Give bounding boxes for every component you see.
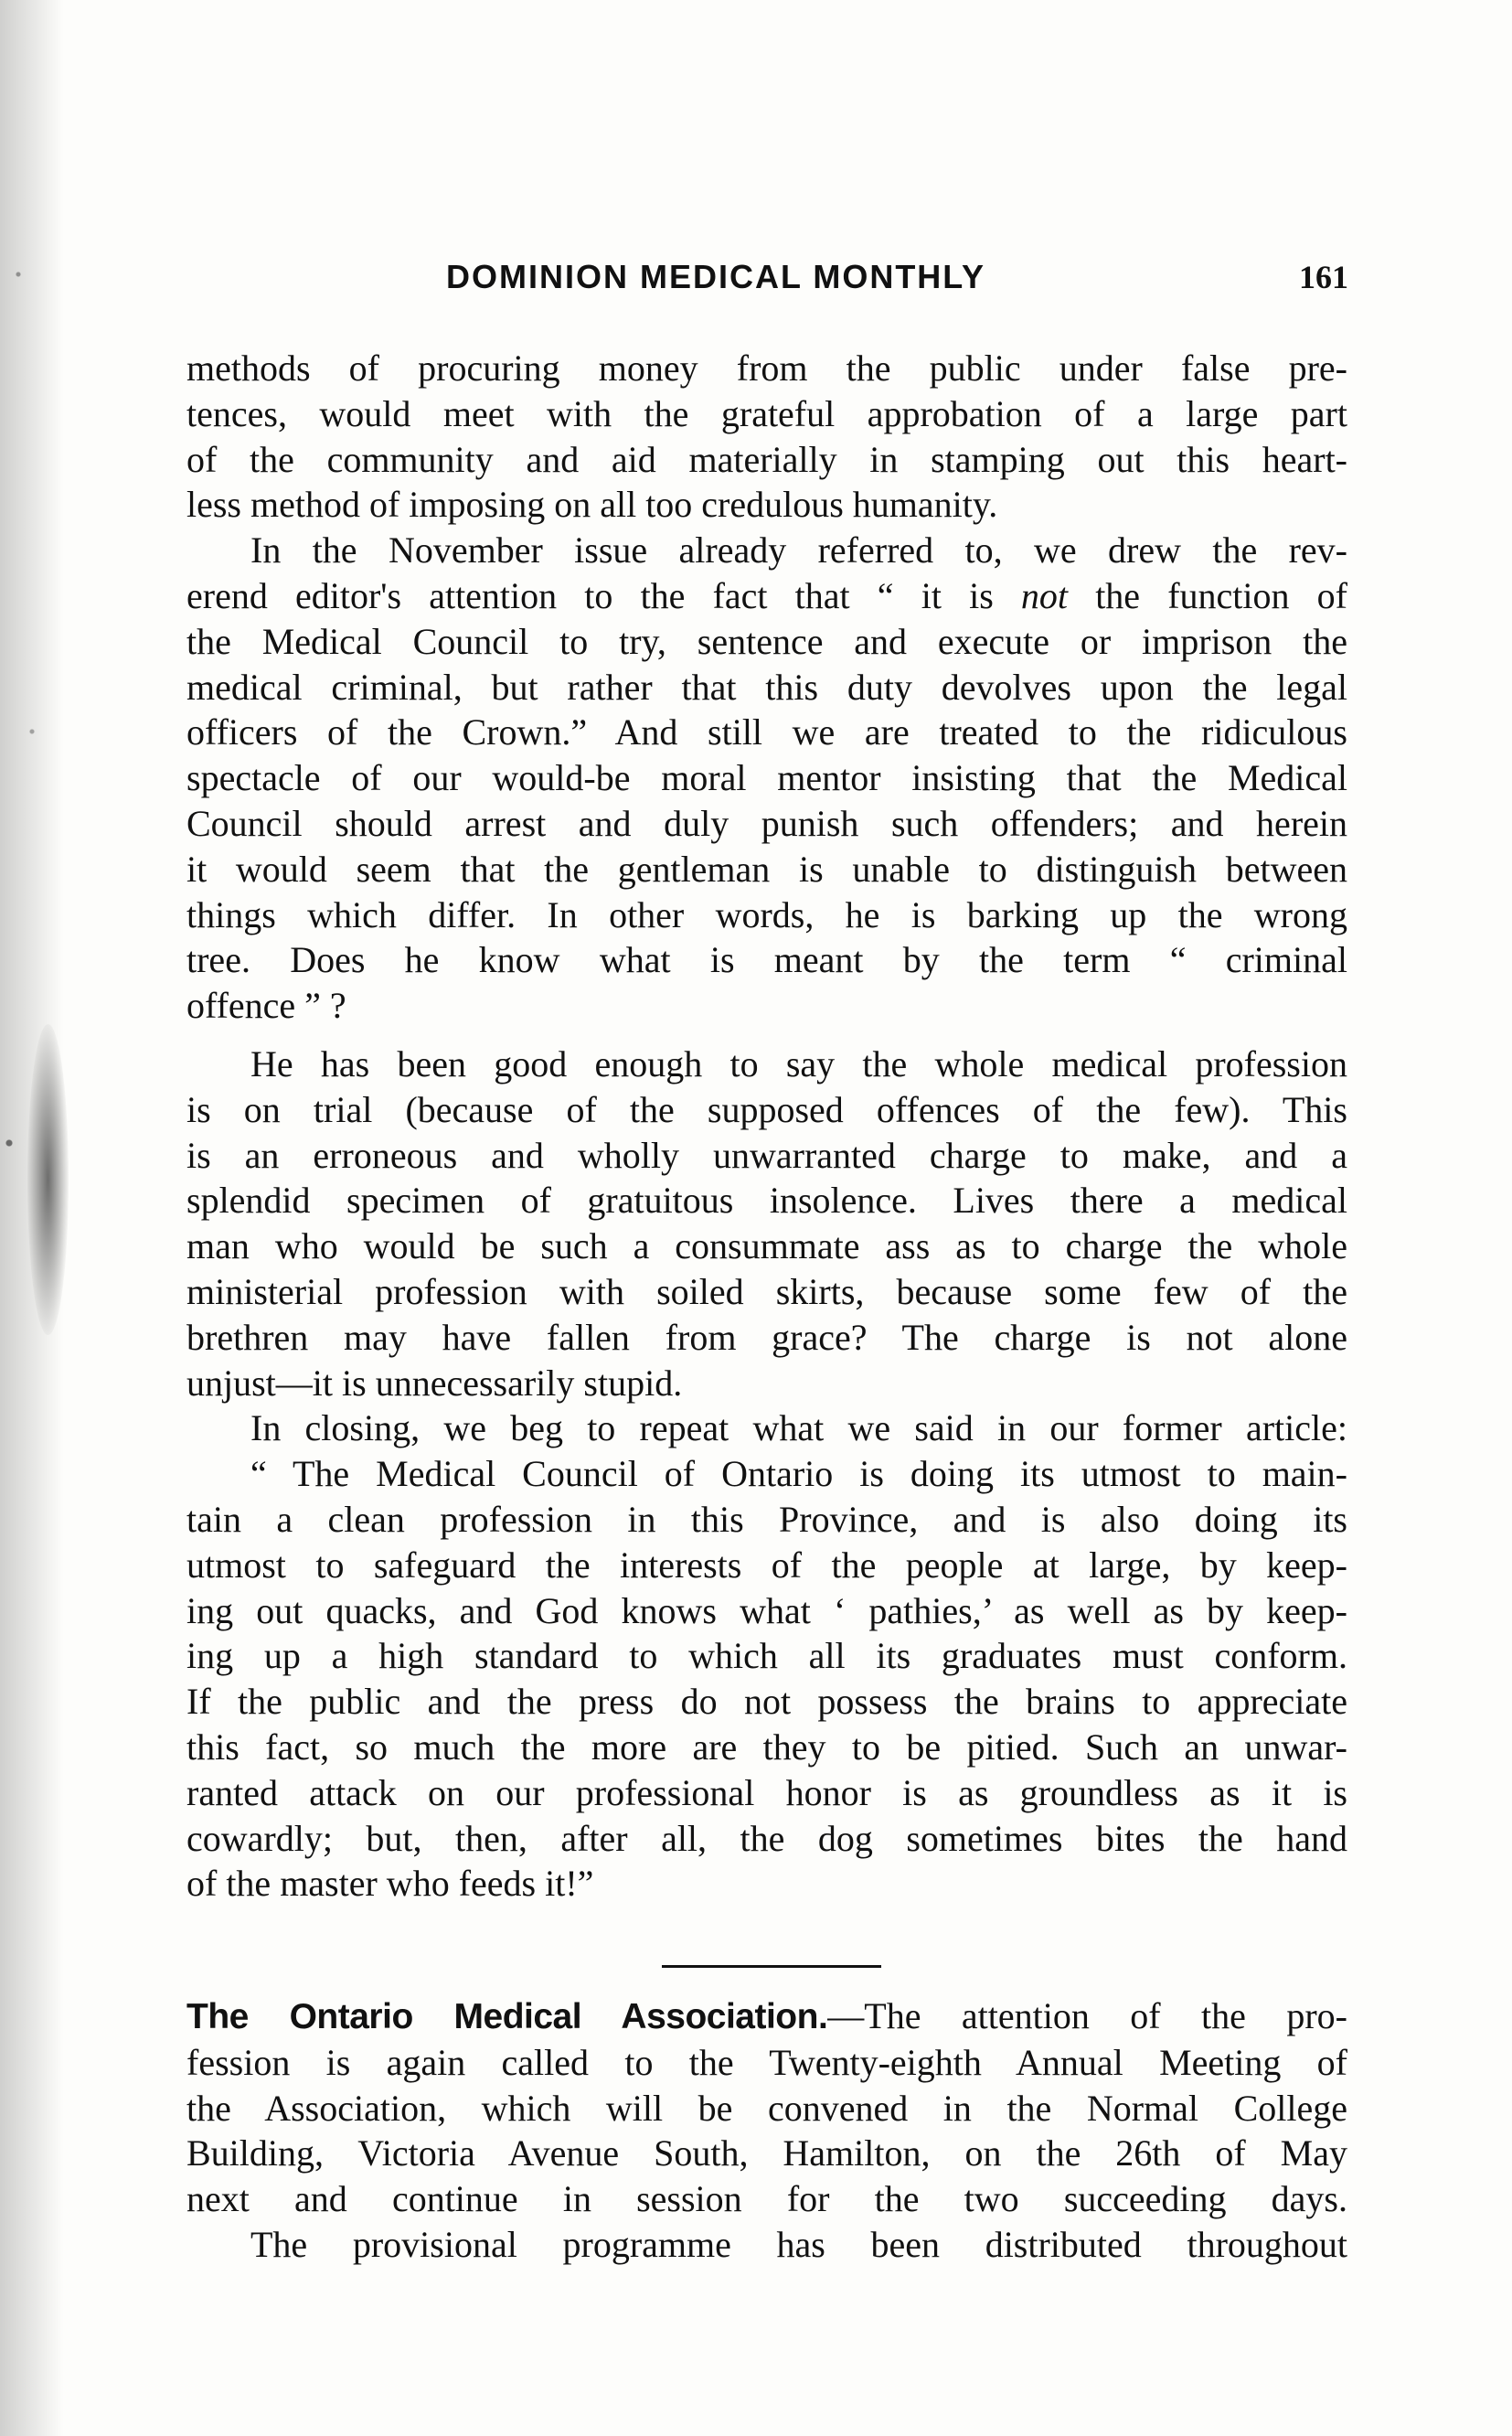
text-line: of the master who feeds it!” — [186, 1863, 594, 1905]
text-line: The provisional programme has been distributed throughout — [250, 2223, 1347, 2265]
text-line: Building, Victoria Avenue South, Hamilton, on the 26th of May — [186, 2132, 1347, 2174]
text-line: tree. Does he know what is meant by the term “ criminal — [186, 939, 1347, 981]
text-line: utmost to safeguard the interests of the people at large, by keep- — [186, 1544, 1347, 1586]
text-line: man who would be such a consummate ass as to charge the whole — [186, 1225, 1347, 1267]
text-line: next and continue in session for the two succeeding days. — [186, 2178, 1347, 2220]
text-line: cowardly; but, then, after all, the dog sometimes bites the hand — [186, 1817, 1347, 1859]
text-line: offence ” ? — [186, 985, 346, 1027]
section-divider — [662, 1965, 881, 1968]
text-line: ing up a high standard to which all its graduates must conform. — [186, 1635, 1347, 1677]
text-line: the Association, which will be convened in the Normal College — [186, 2087, 1347, 2129]
text-line: less method of imposing on all too credulous humanity. — [186, 484, 998, 526]
text-line: fession is again called to the Twenty-eighth Annual Meeting of — [186, 2041, 1347, 2083]
text-line: In closing, we beg to repeat what we said in our former article: — [250, 1407, 1347, 1449]
text-line: The attention of the pro- — [864, 1995, 1347, 2036]
text-line: of the community and aid materially in stamping out this heart- — [186, 438, 1347, 480]
running-header — [183, 258, 1348, 309]
section-first-line — [186, 1993, 1347, 2040]
text-line: spectacle of our would-be moral mentor insisting that the Medical — [186, 757, 1347, 799]
journal-title: DOMINION MEDICAL MONTHLY — [446, 258, 986, 295]
text-line: erend editor's attention to the fact that “ it is not the function of — [186, 574, 1347, 616]
heading-dash: — — [827, 1995, 865, 2036]
paragraph-4 — [186, 1405, 1347, 1907]
paragraph-2 — [186, 528, 1347, 1029]
text-line: He has been good enough to say the whole medical profession — [250, 1042, 1347, 1084]
text-line: officers of the Crown.” And still we are treated to the ridiculous — [186, 711, 1347, 753]
text-line: it would seem that the gentleman is unable to distinguish between — [186, 848, 1347, 890]
ontario-medical-association-section — [186, 1993, 1347, 2268]
section-heading: The Ontario Medical Association. — [186, 1997, 828, 2036]
text-line: If the public and the press do not possess the brains to appreciate — [186, 1681, 1347, 1723]
text-line: “ The Medical Council of Ontario is doing its utmost to main- — [250, 1453, 1347, 1495]
text-line: brethren may have fallen from grace? The charge is not alone — [186, 1316, 1347, 1358]
text-line: ranted attack on our professional honor is as groundless as it is — [186, 1771, 1347, 1813]
text-line: methods of procuring money from the public under false pre- — [186, 347, 1347, 389]
text-line: medical criminal, but rather that this duty devolves upon the legal — [186, 666, 1347, 708]
text-line: tain a clean profession in this Province, and is also doing its — [186, 1498, 1347, 1540]
text-line: In the November issue already referred to, we drew the rev- — [250, 529, 1347, 572]
text-line: tences, would meet with the grateful approbation of a large part — [186, 392, 1347, 434]
emphasized-word: not — [1020, 574, 1069, 616]
text-line: unjust—it is unnecessarily stupid. — [186, 1362, 683, 1404]
text-line: things which differ. In other words, he is barking up the wrong — [186, 893, 1347, 935]
text-line: is an erroneous and wholly unwarranted charge to make, and a — [186, 1134, 1347, 1176]
page-number: 161 — [1299, 259, 1348, 295]
text-line: Council should arrest and duly punish such offenders; and herein — [186, 802, 1347, 844]
text-line: is on trial (because of the supposed offences of the few). This — [186, 1088, 1347, 1130]
text-line: the Medical Council to try, sentence and execute or imprison the — [186, 620, 1347, 662]
scan-smudge — [27, 1024, 69, 1335]
text-line: splendid specimen of gratuitous insolence. Lives there a medical — [186, 1180, 1347, 1222]
text-line: this fact, so much the more are they to be pitied. Such an unwar- — [186, 1726, 1347, 1768]
paragraph-3 — [186, 1042, 1347, 1405]
article-body — [186, 346, 1347, 1907]
text-line: ing out quacks, and God knows what ‘ pathies,’ as well as by keep- — [186, 1589, 1347, 1631]
paragraph-1 — [186, 346, 1347, 528]
text-line: ministerial profession with soiled skirts, because some few of the — [186, 1270, 1347, 1312]
